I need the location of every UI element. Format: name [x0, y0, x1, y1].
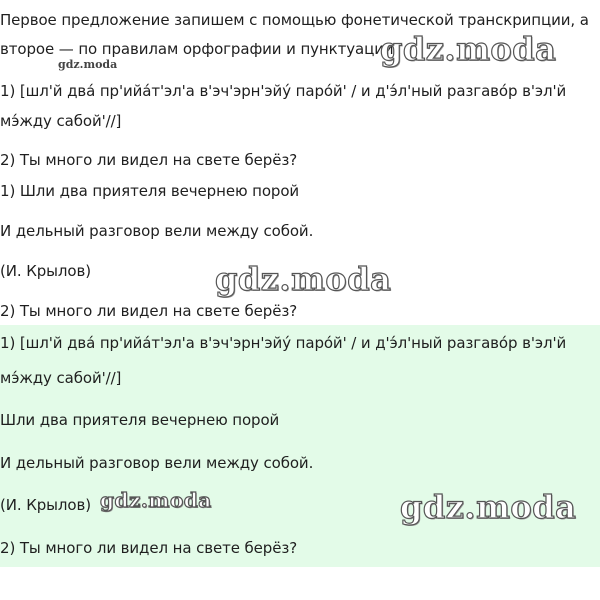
transcription-line-2: мэ́жду сабой'//]: [0, 369, 122, 387]
watermark-logo: gdz.moda: [100, 488, 212, 512]
intro-paragraph: Первое предложение запишем с помощью фонетической транскрипции, а второе — по правилам орфографии и пунктуации.: [0, 11, 589, 58]
poem-line-2: И дельный разговор вели между собой.: [0, 222, 314, 240]
poem-author: (И. Крылов): [0, 496, 91, 514]
poem-line-1: 1) Шли два приятеля вечернею порой: [0, 182, 300, 200]
poem-author: (И. Крылов): [0, 262, 91, 280]
transcription-line-1: 1) [шл'й два́ пр'ийа́т'эл'а в'эч'эрн'эйу́ паро́й' / и д'э́л'ный разгаво́р в'эл'й: [0, 334, 567, 352]
watermark-logo: gdz.moda: [400, 488, 577, 526]
transcription-text: 1) [шл'й два́ пр'ийа́т'эл'а в'эч'эрн'эйу́ паро́й' / и д'э́л'ный разгаво́р в'эл'й мэ́жду сабой'//]: [0, 82, 567, 130]
answer-highlight: [0, 325, 600, 567]
poem-line-1: Шли два приятеля вечернею порой: [0, 411, 280, 429]
question-text: 2) Ты много ли видел на свете берёз?: [0, 151, 298, 169]
question-text: 2) Ты много ли видел на свете берёз?: [0, 539, 298, 557]
poem-line-2: И дельный разговор вели между собой.: [0, 454, 314, 472]
watermark-logo: gdz.moda: [380, 30, 557, 68]
watermark-logo: gdz.moda: [215, 260, 392, 298]
watermark-small: gdz.moda: [58, 58, 118, 71]
question-text: 2) Ты много ли видел на свете берёз?: [0, 302, 298, 320]
